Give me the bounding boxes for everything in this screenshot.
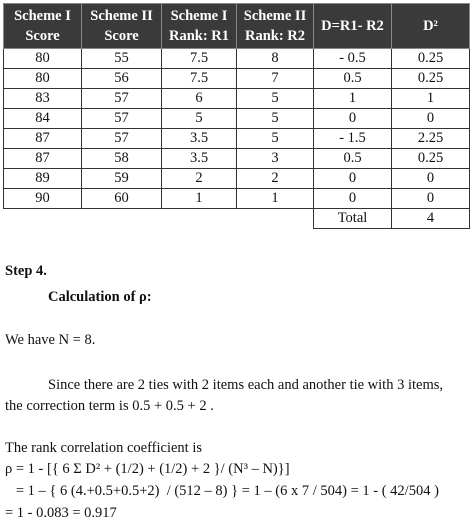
- blank-cell: [162, 209, 237, 229]
- table-total-row: [4, 209, 470, 229]
- formula-line2: = 1 – { 6 (4.+0.5+0.5+2) / (512 – 8) } = 1 – (6 x 7 / 504) = 1 - ( 42/504 ): [5, 483, 439, 499]
- table-cell: 3.5: [162, 129, 237, 149]
- table-cell: 57: [82, 89, 162, 109]
- table-cell: 5: [237, 109, 314, 129]
- table-cell: 7.5: [162, 49, 237, 69]
- table-row: [4, 189, 470, 209]
- table-cell: 57: [82, 109, 162, 129]
- table-cell: 0.25: [392, 69, 470, 89]
- table-cell: 5: [162, 109, 237, 129]
- table-cell: 0: [314, 109, 392, 129]
- table-cell: 0.5: [314, 69, 392, 89]
- table-cell: 0: [314, 169, 392, 189]
- ties-statement-line2: the correction term is 0.5 + 0.5 + 2 .: [5, 398, 214, 414]
- header-difference-squared: D²: [392, 4, 470, 49]
- total-value: 4: [392, 209, 470, 229]
- table-cell: 90: [4, 189, 82, 209]
- table-cell: 0: [392, 169, 470, 189]
- table-cell: 80: [4, 69, 82, 89]
- table-cell: 0.25: [392, 49, 470, 69]
- table-cell: 3: [237, 149, 314, 169]
- header-difference: D=R1- R2: [314, 4, 392, 49]
- table-cell: 0: [392, 189, 470, 209]
- table-cell: 0.25: [392, 149, 470, 169]
- table-cell: 87: [4, 129, 82, 149]
- formula-line3: = 1 - 0.083 = 0.917: [5, 505, 117, 521]
- rank-table-header: [4, 4, 470, 49]
- table-cell: 1: [162, 189, 237, 209]
- table-row: [4, 109, 470, 129]
- blank-cell: [237, 209, 314, 229]
- table-row: [4, 129, 470, 149]
- rank-table-body: [4, 49, 470, 229]
- n-statement: We have N = 8.: [5, 332, 96, 348]
- table-cell: - 1.5: [314, 129, 392, 149]
- table-row: [4, 89, 470, 109]
- table-row: [4, 49, 470, 69]
- table-cell: 2.25: [392, 129, 470, 149]
- table-cell: 89: [4, 169, 82, 189]
- total-label: Total: [314, 209, 392, 229]
- table-cell: 0: [392, 109, 470, 129]
- table-row: [4, 149, 470, 169]
- blank-cell: [4, 209, 82, 229]
- table-cell: - 0.5: [314, 49, 392, 69]
- table-cell: 3.5: [162, 149, 237, 169]
- table-cell: 5: [237, 89, 314, 109]
- table-row: [4, 69, 470, 89]
- table-cell: 87: [4, 149, 82, 169]
- table-cell: 84: [4, 109, 82, 129]
- step-heading: Step 4.: [5, 263, 47, 279]
- table-cell: 7.5: [162, 69, 237, 89]
- header-scheme1-score: Scheme I Score: [4, 4, 82, 49]
- coefficient-statement: The rank correlation coefficient is: [5, 440, 203, 456]
- table-cell: 60: [82, 189, 162, 209]
- table-cell: 8: [237, 49, 314, 69]
- table-cell: 7: [237, 69, 314, 89]
- table-cell: 55: [82, 49, 162, 69]
- table-cell: 6: [162, 89, 237, 109]
- table-cell: 2: [237, 169, 314, 189]
- table-cell: 1: [314, 89, 392, 109]
- header-scheme1-rank: Scheme I Rank: R1: [162, 4, 237, 49]
- table-cell: 1: [237, 189, 314, 209]
- table-cell: 59: [82, 169, 162, 189]
- table-cell: 80: [4, 49, 82, 69]
- header-scheme2-rank: Scheme II Rank: R2: [237, 4, 314, 49]
- formula-line1: ρ = 1 - [{ 6 Σ D² + (1/2) + (1/2) + 2 }/ (N³ – N)}]: [5, 461, 290, 477]
- blank-cell: [82, 209, 162, 229]
- table-row: [4, 169, 470, 189]
- table-cell: 56: [82, 69, 162, 89]
- table-cell: 0: [314, 189, 392, 209]
- calculation-heading: Calculation of ρ:: [48, 289, 152, 305]
- ties-statement-line1: Since there are 2 ties with 2 items each and another tie with 3 items,: [48, 377, 444, 393]
- table-cell: 2: [162, 169, 237, 189]
- table-cell: 57: [82, 129, 162, 149]
- rank-table: [3, 3, 470, 229]
- table-cell: 0.5: [314, 149, 392, 169]
- table-cell: 83: [4, 89, 82, 109]
- table-cell: 5: [237, 129, 314, 149]
- table-cell: 58: [82, 149, 162, 169]
- table-cell: 1: [392, 89, 470, 109]
- header-scheme2-score: Scheme II Score: [82, 4, 162, 49]
